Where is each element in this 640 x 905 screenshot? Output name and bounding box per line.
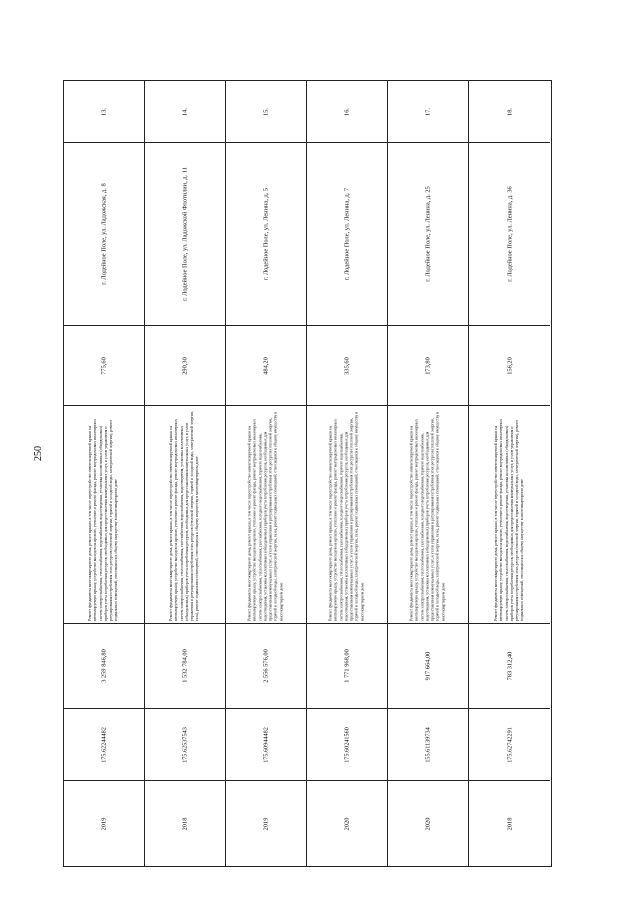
- row-number: 13.: [100, 107, 108, 116]
- address-cell: [145, 143, 225, 326]
- area-cell: [145, 326, 225, 406]
- row-number-cell: [145, 81, 225, 143]
- table-row: [469, 81, 550, 866]
- works-description: Ремонт фундамента многоквартирного дома, ремонт крыши, в том числе переустройство невентилируемой крыши на вентилируемую крышу, устройство выходов на кровлю, утепление и ремонт фасада, ремонт внутридомовых инженерных систем электроснабжения, теплоснабжения, газоснабжения, водоснабжения, водоотведения, установка коллективных (общедомовых) приборов учета потребления ресурсов, необходимых для предоставления коммунальных услуг, и узлов управления и регулирования потребления этих ресурсов (тепловой энергии, горячей и холодной воды, электрической энергии, газа), ремонт подвальных помещений, относящихся к общему имуществу в многоквартирном доме: [169, 410, 200, 621]
- year-cell: [388, 781, 468, 866]
- table-row: [64, 81, 145, 866]
- year: 2020: [343, 817, 351, 830]
- address-cell: [64, 143, 144, 326]
- page-number-text: 250: [32, 445, 44, 461]
- page-number: [28, 438, 48, 468]
- address: г. Лодейное Поле, ул. Ладожская, д. 8: [100, 183, 108, 285]
- cost: 1 771 968,00: [343, 649, 351, 683]
- year-cell: [307, 781, 387, 866]
- area: 173,80: [424, 356, 432, 375]
- code-cell: [307, 709, 387, 781]
- year: 2018: [506, 817, 513, 830]
- row-number: 14.: [181, 107, 189, 116]
- row-number-cell: [64, 81, 144, 143]
- row-number: 17.: [424, 107, 432, 116]
- address: г. Лодейное Поле, ул. Ленина, д. 7: [343, 187, 351, 281]
- row-number-cell: [388, 81, 468, 143]
- address-cell: [226, 143, 306, 326]
- area-cell: [226, 326, 306, 406]
- cost: 1 532 784,00: [181, 649, 189, 683]
- works-description: Ремонт фундамента многоквартирного дома, ремонт крыши, в том числе переустройство невентилируемой крыши на вентилируемую крышу, устройство выходов на кровлю, утепление и ремонт фасада, ремонт внутридомовых инженерных систем электроснабжения, теплоснабжения, газоснабжения, холодного водоснабжения, горячего водоснабжения, водоотведения, установка коллективных (общедомовых) приборов учета потребления ресурсов, необходимых для предоставления коммунальных услуг, и узлов управления и регулирования потребления этих ресурсов (тепловой энергии, горячей и холодной воды, электрической энергии, газа), ремонт подвальных помещений, относящихся к общему имуществу в многоквартирном доме: [247, 411, 284, 621]
- code-cell: [145, 709, 225, 781]
- area: 156,20: [506, 356, 513, 375]
- table-row: [145, 81, 226, 866]
- address: г. Лодейное Поле, ул. Ленина, д. 36: [506, 186, 513, 282]
- works-cell: [388, 406, 468, 624]
- row-number-cell: [226, 81, 306, 143]
- code-cell: [388, 709, 468, 781]
- code: 175.62537543: [181, 726, 189, 763]
- code-cell: [64, 709, 144, 781]
- works-description: Ремонт фундамента многоквартирного дома, ремонт крыши, в том числе переустройство невентилируемой крыши на вентилируемую крышу, устройство выходов на кровлю, утепление и ремонт фасада, ремонт внутридомовых инженерных систем электроснабжения, теплоснабжения, водоснабжения, водоотведения, установка коллективных (общедомовых) приборов учета потребления ресурсов, необходимых для предоставления коммунальных услуг, и узлов управления и регулирования потребления этих ресурсов (тепловой энергии, горячей и холодной воды, электрической энергии), ремонт подвальных помещений, относящихся к общему имуществу в многоквартирном доме: [493, 418, 525, 621]
- area: 290,30: [181, 356, 189, 375]
- table-row: [388, 81, 469, 866]
- address-cell: [307, 143, 387, 326]
- area: 335,60: [343, 356, 351, 375]
- works-cell: [469, 406, 550, 624]
- cost: 917 664,00: [424, 651, 432, 681]
- code: 155.61139734: [424, 726, 432, 763]
- area: 484,20: [262, 356, 270, 375]
- cost-cell: [469, 624, 550, 709]
- area-cell: [64, 326, 144, 406]
- code: 175.62742291: [506, 726, 513, 763]
- cost-cell: [307, 624, 387, 709]
- address-cell: [469, 143, 550, 326]
- works-description: Ремонт фундамента многоквартирного дома, ремонт крыши, в том числе переустройство невентилируемой крыши на вентилируемую крышу, устройство выходов на кровлю, утепление и ремонт фасада, ремонт внутридомовых инженерных систем электроснабжения, теплоснабжения, газоснабжения, холодного водоснабжения, горячего водоснабжения, водоотведения, установка коллективных (общедомовых) приборов учета потребления ресурсов, необходимых для предоставления коммунальных услуг, и узлов управления и регулирования потребления этих ресурсов (тепловой энергии, горячей и холодной воды, электрической энергии, газа), ремонт подвальных помещений, относящихся к общему имуществу в многоквартирном доме: [409, 411, 446, 621]
- cost-cell: [388, 624, 468, 709]
- cost-cell: [145, 624, 225, 709]
- cost-cell: [226, 624, 306, 709]
- year-cell: [226, 781, 306, 866]
- address: г. Лодейное Поле, ул. Ленина, д. 25: [424, 186, 432, 282]
- works-description: Ремонт фундамента многоквартирного дома, ремонт крыши, в том числе переустройство невентилируемой крыши на вентилируемую крышу, устройство выходов на кровлю, утепление и ремонт фасада, ремонт внутридомовых инженерных систем электроснабжения, теплоснабжения, водоснабжения, водоотведения, установка коллективных (общедомовых) приборов учета потребления ресурсов, необходимых для предоставления коммунальных услуг, и узлов управления и регулирования потребления этих ресурсов (тепловой энергии, горячей и холодной воды, электрической энергии), ремонт подвальных помещений, относящихся к общему имуществу в многоквартирном доме: [88, 418, 119, 621]
- code: 175.62244482: [100, 726, 108, 763]
- code-cell: [226, 709, 306, 781]
- cost: 783 312,40: [506, 651, 513, 681]
- code: 175.60241560: [343, 726, 351, 763]
- code-cell: [469, 709, 550, 781]
- repair-schedule-table: [63, 80, 552, 867]
- year: 2019: [262, 817, 270, 830]
- code: 175.60944482: [262, 726, 270, 763]
- area-cell: [388, 326, 468, 406]
- cost: 2 556 576,00: [262, 649, 270, 683]
- works-description: Ремонт фундамента многоквартирного дома, ремонт крыши, в том числе переустройство невентилируемой крыши на вентилируемую крышу, устройство выходов на кровлю, утепление и ремонт фасада, ремонт внутридомовых инженерных систем электроснабжения, теплоснабжения, газоснабжения, холодного водоснабжения, горячего водоснабжения, водоотведения, установка коллективных (общедомовых) приборов учета потребления ресурсов, необходимых для предоставления коммунальных услуг, и узлов управления и регулирования потребления этих ресурсов (тепловой энергии, горячей и холодной воды, электрической энергии, газа), ремонт подвальных помещений, относящихся к общему имуществу в многоквартирном доме: [328, 411, 365, 621]
- works-cell: [64, 406, 144, 624]
- row-number-cell: [469, 81, 550, 143]
- row-number-cell: [307, 81, 387, 143]
- address: г. Лодейное Поле, ул. Ленина, д. 5: [262, 187, 270, 281]
- year-cell: [145, 781, 225, 866]
- cost-cell: [64, 624, 144, 709]
- year-cell: [469, 781, 550, 866]
- table-row: [307, 81, 388, 866]
- area-cell: [469, 326, 550, 406]
- year: 2018: [181, 817, 189, 830]
- row-number: 18.: [506, 107, 513, 116]
- year: 2020: [424, 817, 432, 830]
- year-cell: [64, 781, 144, 866]
- works-cell: [145, 406, 225, 624]
- table-row: [226, 81, 307, 866]
- works-cell: [307, 406, 387, 624]
- row-number: 16.: [343, 107, 351, 116]
- address: г. Лодейное Поле, ул. Ладожской Флотилии, д. 11: [181, 167, 189, 301]
- area: 775,60: [100, 356, 108, 375]
- area-cell: [307, 326, 387, 406]
- works-cell: [226, 406, 306, 624]
- year: 2019: [100, 817, 108, 830]
- cost: 3 259 846,80: [100, 649, 108, 683]
- address-cell: [388, 143, 468, 326]
- row-number: 15.: [262, 107, 270, 116]
